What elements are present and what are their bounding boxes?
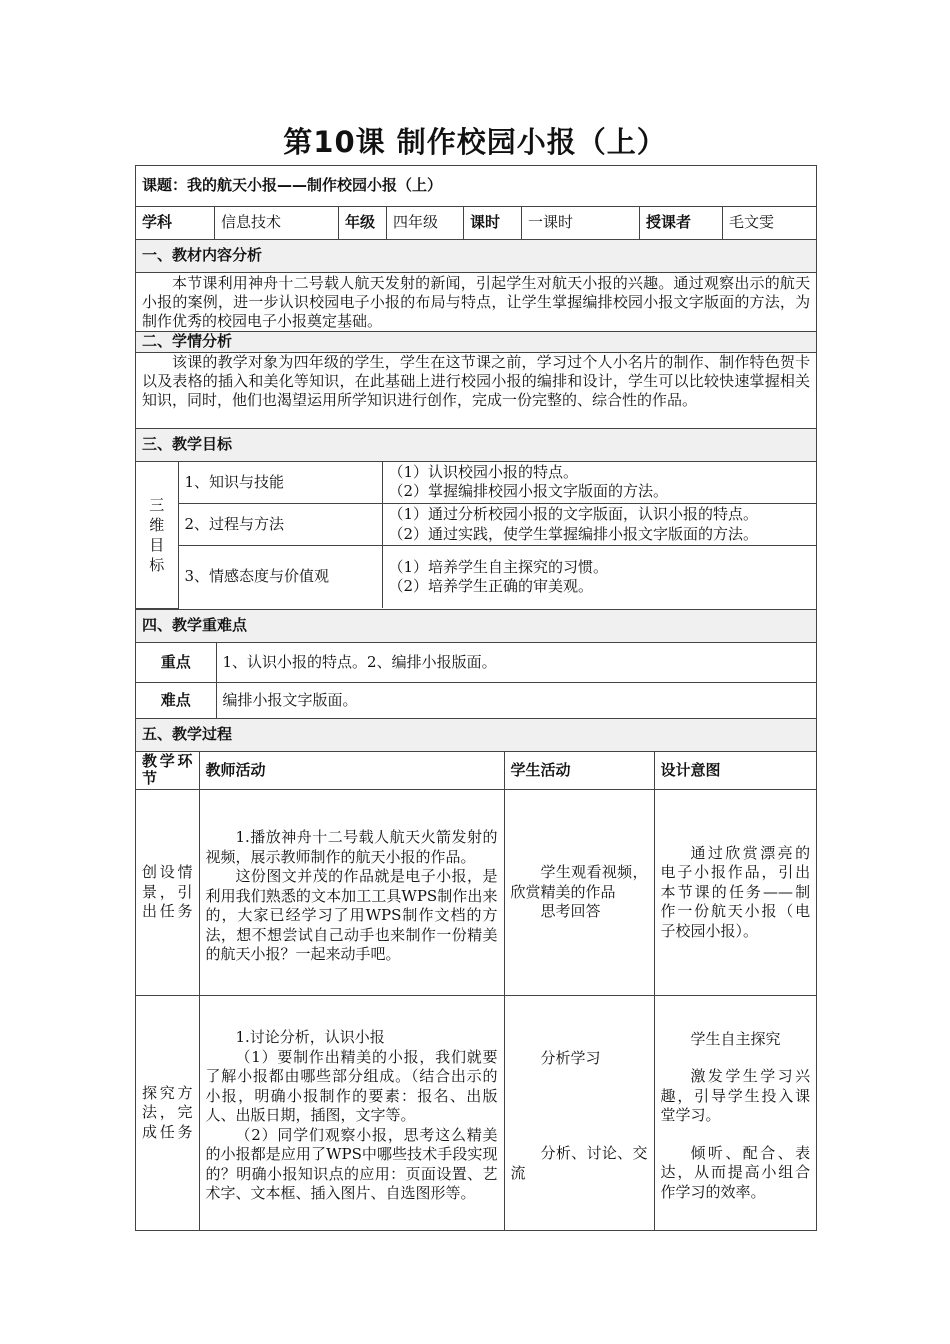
page-title: 第10课 制作校园小报（上）	[283, 125, 667, 159]
section-3-heading: 三、教学目标	[136, 428, 817, 461]
student-activity: 分析学习 分析、讨论、交流	[504, 996, 654, 1230]
design-intent: 学生自主探究 激发学生学习兴趣，引导学生投入课堂学习。 倾听、配合、表达，从而提高小组合作学习的效率。	[654, 996, 816, 1230]
lesson-plan-table	[135, 165, 817, 1231]
teacher-activity: 1.讨论分析，认识小报 （1）要制作出精美的小报，我们就要了解小报都由哪些部分组成。（结合出示的小报，明确小报制作的要素：报名、出版人、出版日期，插图，文字等。 （2）同学们观察小报，思考这么精美的小报都是应用了WPS中哪些技术手段实现的？明确小报知识点的应用：页面设置、艺术字、文本框、插入图片、自选图形等。	[199, 996, 504, 1230]
hours-label: 课时	[464, 207, 522, 240]
key-point-text: 1、认识小报的特点。2、编排小报版面。	[216, 643, 816, 683]
section-1-text: 本节课利用神舟十二号载人航天发射的新闻，引起学生对航天小报的兴趣。通过观察出示的航天小报的案例，进一步认识校园电子小报的布局与特点，让学生掌握编排校园小报文字版面的方法，为制作优秀的校园电子小报奠定基础。	[136, 273, 817, 332]
process-stage: 探究方法，完成任务	[136, 996, 199, 1230]
goal-name: 3、情感态度与价值观	[178, 546, 382, 609]
process-header-stage: 教学环节	[136, 752, 199, 790]
section-5-heading: 五、教学过程	[136, 718, 817, 751]
subject-label: 学科	[136, 207, 215, 240]
teacher-label: 授课者	[640, 207, 723, 240]
goal-items: （1）通过分析校园小报的文字版面，认识小报的特点。 （2）通过实践，使学生掌握编排小报文字版面的方法。	[382, 504, 816, 546]
goal-items: （1）认识校园小报的特点。 （2）掌握编排校园小报文字版面的方法。	[382, 462, 816, 504]
process-header-intent: 设计意图	[654, 752, 816, 790]
key-point-label: 重点	[136, 643, 216, 683]
goal-name: 1、知识与技能	[178, 462, 382, 504]
hours-value: 一课时	[522, 207, 640, 240]
info-row	[136, 207, 817, 240]
student-activity: 学生观看视频，欣赏精美的作品 思考回答	[504, 790, 654, 996]
section-1-heading: 一、教材内容分析	[136, 240, 817, 273]
process-header-student: 学生活动	[504, 752, 654, 790]
section-4-heading: 四、教学重难点	[136, 609, 817, 642]
process-row	[136, 790, 816, 996]
grade-label: 年级	[339, 207, 387, 240]
process-header-teacher: 教师活动	[199, 752, 504, 790]
difficult-point-label: 难点	[136, 683, 216, 718]
teacher-value: 毛文雯	[723, 207, 817, 240]
difficult-point-text: 编排小报文字版面。	[216, 683, 816, 718]
three-dim-goals-label: 三维目标	[136, 462, 178, 609]
key-points-block	[136, 642, 817, 718]
design-intent: 通过欣赏漂亮的电子小报作品，引出本节课的任务——制作一份航天小报（电子校园小报）。	[654, 790, 816, 996]
grade-value: 四年级	[387, 207, 464, 240]
goal-items: （1）培养学生自主探究的习惯。 （2）培养学生正确的审美观。	[382, 546, 816, 609]
goal-name: 2、过程与方法	[178, 504, 382, 546]
process-stage: 创设情景，引出任务	[136, 790, 199, 996]
topic-row: 课题：我的航天小报——制作校园小报（上）	[136, 166, 817, 207]
subject-value: 信息技术	[215, 207, 339, 240]
process-row	[136, 996, 816, 1230]
goals-block	[136, 461, 817, 609]
process-block	[136, 751, 817, 1230]
section-2-heading: 二、学情分析	[136, 332, 817, 353]
section-2-text: 该课的教学对象为四年级的学生，学生在这节课之前，学习过个人小名片的制作、制作特色贺卡以及表格的插入和美化等知识，在此基础上进行校园小报的编排和设计，学生可以比较快速掌握相关知识，同时，他们也渴望运用所学知识进行创作，完成一份完整的、综合性的作品。	[136, 352, 817, 428]
teacher-activity: 1.播放神舟十二号载人航天火箭发射的视频，展示教师制作的航天小报的作品。 这份图文并茂的作品就是电子小报，是利用我们熟悉的文本加工工具WPS制作出来的，大家已经学习了用WPS制作文档的方法，想不想尝试自己动手也来制作一份精美的航天小报？一起来动手吧。	[199, 790, 504, 996]
